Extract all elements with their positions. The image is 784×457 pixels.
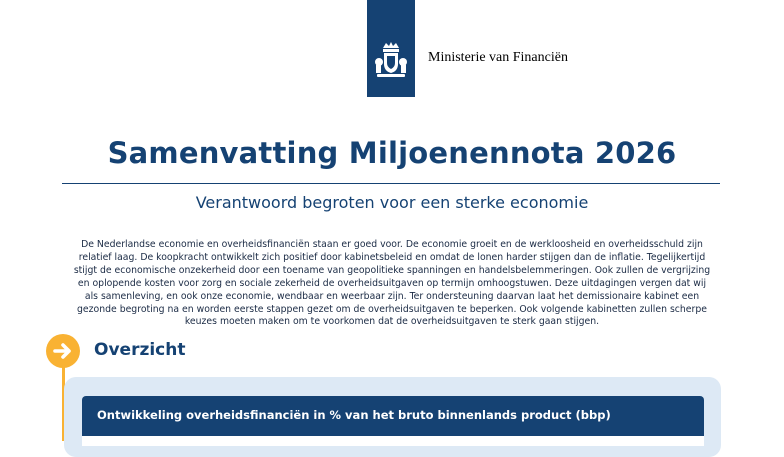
panel-body [82,436,704,446]
intro-paragraph: De Nederlandse economie en overheidsfinanciën staan er goed voor. De economie groeit en de werkloosheid en overheidsschuld zijn relatief laag. De koopkracht ontwikkelt zich positief door kabinetsbeleid en omdat de lonen harder stijgen dan de inflatie. Tegelijkertijd stijgt de economische onzekerheid door een toename van geopolitieke spanningen en handelsbelemmeringen. Ook zullen de vergrijzing en oplopende kosten voor zorg en sociale zekerheid de overheidsuitgaven op termijn omhoogstuwen. Deze uitdagingen vergen dat wij als samenleving, en ook onze economie, wendbaar en weerbaar zijn. Ter ondersteuning daarvan laat het demissionaire kabinet een gezonde begroting na en worden eerste stappen gezet om de overheidsuitgaven te beperken. Ook volgende kabinetten zullen scherpe keuzes moeten maken om te voorkomen dat de overheidsuitgaven te sterk gaan stijgen. [73,239,711,328]
dutch-coat-of-arms-icon [371,40,411,80]
page-subtitle: Verantwoord begroten voor een sterke economie [195,193,589,212]
panel-title: Ontwikkeling overheidsfinanciën in % van het bruto binnenlands product (bbp) [97,408,611,422]
ministry-name: Ministerie van Financiën [428,50,568,65]
section-heading-overzicht: Overzicht [94,340,186,360]
section-marker [46,334,80,368]
ministry-logo-bar [367,0,415,97]
arrow-right-icon [52,340,74,362]
page-title: Samenvatting Miljoenennota 2026 [107,136,677,170]
panel-header [82,396,704,436]
title-divider [62,183,720,184]
